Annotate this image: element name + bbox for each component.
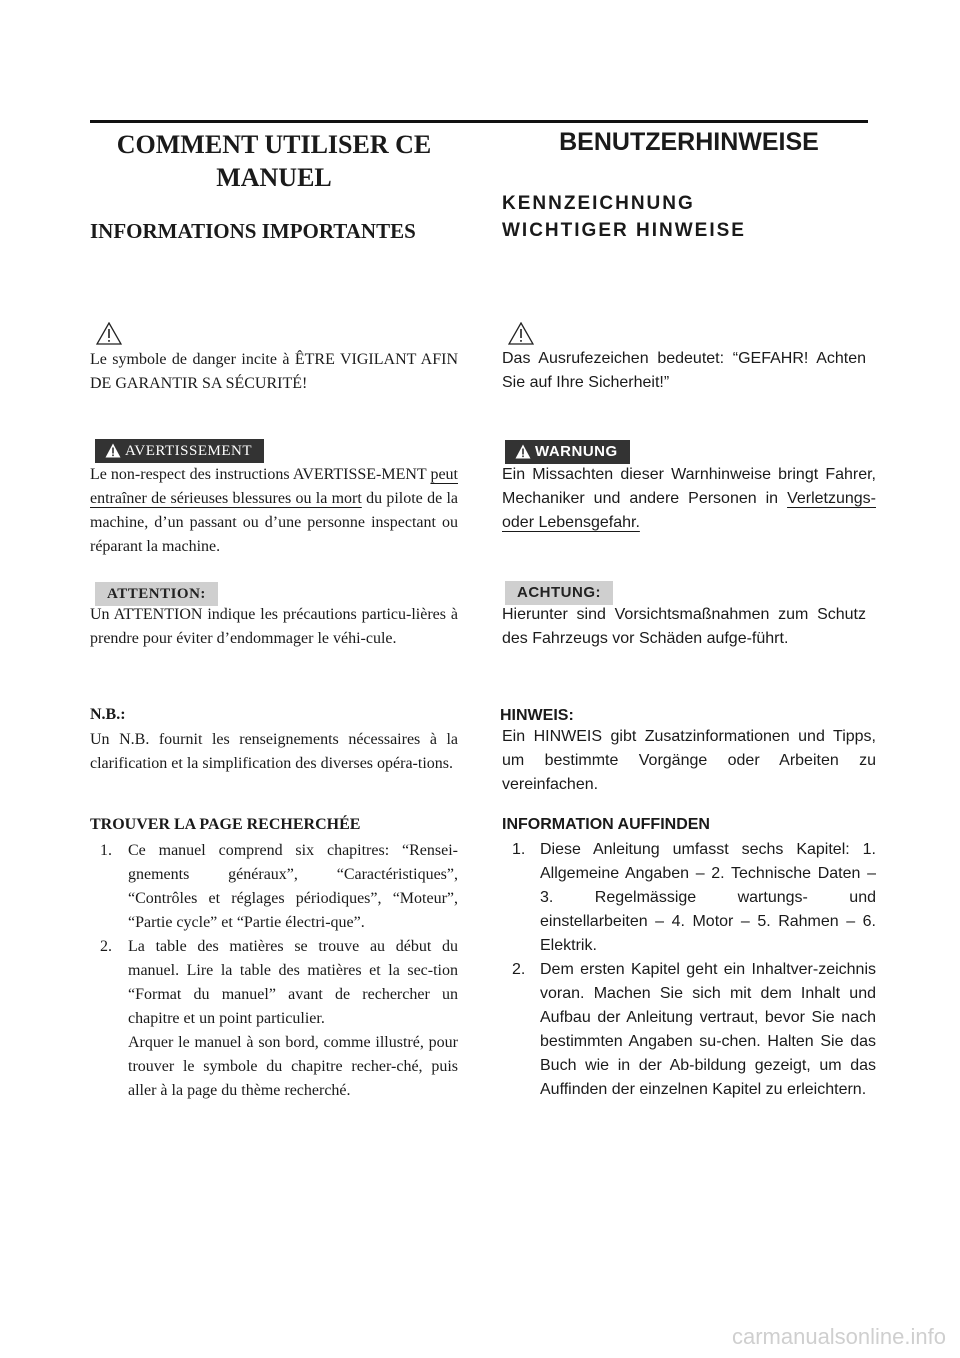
- warning-text-de: [502, 463, 876, 535]
- list-text: La table des matières se trouve au début du manuel. Lire la table des matières et la sec-tion “Format du manuel” avant de rechercher un chapitre et un point particulier.: [128, 938, 458, 1027]
- section-title-de-line1: KENNZEICHNUNG: [502, 193, 695, 214]
- danger-text-de: Das Ausrufezeichen bedeutet: “GEFAHR! Achten Sie auf Ihre Sicherheit!”: [502, 350, 866, 391]
- section-title-de: [502, 190, 746, 244]
- warning-icon: [105, 443, 121, 458]
- warning-text-de-underlined: Verletzungs- oder Lebensgefahr.: [502, 490, 876, 531]
- warning-label-fr: AVERTISSEMENT: [125, 443, 252, 459]
- section-title-fr: INFORMATIONS IMPORTANTES: [90, 219, 416, 243]
- warning-text-fr-underlined: peut entraîner de sérieuses blessures ou la mort: [90, 466, 458, 507]
- find-heading-fr: TROUVER LA PAGE RECHERCHÉE: [90, 816, 361, 833]
- list-text-continued: Arquer le manuel à son bord, comme illustré, pour trouver le symbole du chapitre recher-ché, puis aller à la page du thème recherché.: [128, 1034, 458, 1099]
- list-item: [502, 838, 876, 958]
- find-list-de: [502, 838, 876, 1102]
- nb-text-fr: Un N.B. fournit les renseignements nécessaires à la clarification et la simplification des diverses opéra-tions.: [90, 731, 458, 772]
- warning-text-fr-part2: du pilote de la machine, d’un passant ou d’une personne inspectant ou réparant la machine.: [90, 490, 458, 555]
- warning-text-fr-part1: Le non-respect des instructions AVERTISSE-MENT: [90, 466, 431, 483]
- list-text: Diese Anleitung umfasst sechs Kapitel: 1. Allgemeine Angaben – 2. Technische Daten – 3. Regelmässige wartungs- und einstellarbeiten – 4. Motor – 5. Rahmen – 6. Elektrik.: [540, 841, 876, 954]
- list-number: 1.: [512, 841, 526, 858]
- page-title-fr: COMMENT UTILISER CE MANUEL: [116, 130, 432, 192]
- attention-text-fr: Un ATTENTION indique les précautions particu-lières à prendre pour éviter d’endommager le véhi-cule.: [90, 606, 458, 647]
- list-number: 1.: [100, 842, 112, 859]
- watermark: carmanualsonline.info: [731, 1324, 946, 1349]
- warning-badge-fr: [95, 439, 264, 463]
- warning-icon: [515, 444, 531, 459]
- danger-text-fr: Le symbole de danger incite à ÊTRE VIGILANT AFIN DE GARANTIR SA SÉCURITÉ!: [90, 351, 458, 392]
- list-number: 2.: [512, 961, 526, 978]
- nb-text-de: Ein HINWEIS gibt Zusatzinformationen und Tipps, um bestimmte Vorgänge oder Arbeiten zu vereinfachen.: [502, 728, 876, 793]
- page-title-de: BENUTZERHINWEISE: [559, 128, 819, 156]
- attention-text-de: Hierunter sind Vorsichtsmaßnahmen zum Schutz des Fahrzeugs vor Schäden aufge-führt.: [502, 606, 866, 647]
- list-number: 2.: [100, 938, 112, 955]
- nb-label-fr: N.B.:: [90, 706, 126, 723]
- find-heading-de: INFORMATION AUFFINDEN: [502, 816, 710, 833]
- section-title-de-line2: WICHTIGER HINWEISE: [502, 220, 746, 241]
- attention-badge-de: ACHTUNG:: [505, 581, 613, 605]
- list-item: [90, 839, 458, 935]
- find-list-fr: [90, 839, 458, 1103]
- nb-label-de: HINWEIS:: [500, 707, 574, 724]
- list-item: [90, 935, 458, 1103]
- warning-badge-de: [505, 440, 630, 464]
- list-text: Ce manuel comprend six chapitres: “Rensei-gnements généraux”, “Caractéristiques”, “Contrôles et réglages périodiques”, “Moteur”, “Partie cycle” et “Partie électri-que”.: [128, 842, 458, 931]
- list-text: Dem ersten Kapitel geht ein Inhaltver-zeichnis voran. Machen Sie sich mit dem Inhalt und Aufbau der Anleitung vertraut, bevor Sie nach bestimmten Angaben su-chen. Halten Sie das Buch wie in der Ab-bildung gezeigt, um das Auffinden der einzelnen Kapitel zu erleichtern.: [540, 961, 876, 1098]
- warning-text-fr: [90, 463, 458, 559]
- danger-triangle-icon: [508, 322, 534, 345]
- danger-triangle-icon: [96, 322, 122, 345]
- warning-text-de-part1: Ein Missachten dieser Warnhinweise bringt Fahrer, Mechaniker und andere Personen in: [502, 466, 876, 507]
- top-rule: [90, 120, 868, 123]
- attention-badge-fr: ATTENTION:: [95, 582, 218, 606]
- list-item: [502, 958, 876, 1102]
- warning-label-de: WARNUNG: [535, 443, 618, 460]
